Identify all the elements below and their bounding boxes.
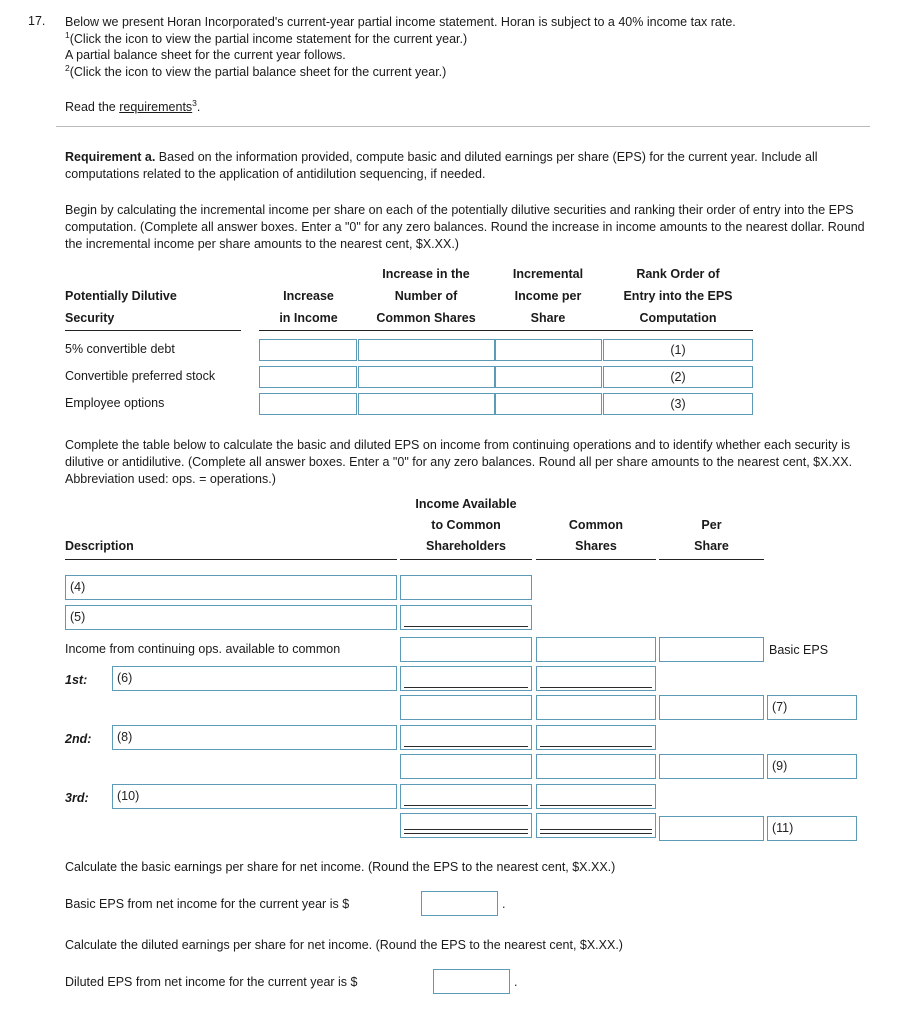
t1-input-increase-shares-1[interactable] xyxy=(358,366,495,388)
basic-eps-label: Basic EPS from net income for the current year is $ xyxy=(65,897,350,911)
t1-input-incremental-eps-0[interactable] xyxy=(495,339,602,361)
t1-header-col5-line3: Computation xyxy=(639,311,717,325)
table2-instructions: Complete the table below to calculate the basic and diluted EPS on income from continuing operations and to identify whether each security is dilutive or antidilutive. (Complete all answer boxes. Enter a "0" for any zero balances. Round all per share amounts to the nearest cent, $X.XX. Abbreviation used: ops. = operations.) xyxy=(65,438,853,486)
t1-header-col3-line2: Number of xyxy=(394,289,458,303)
requirements-link[interactable]: requirements xyxy=(119,100,193,114)
question-number: 17. xyxy=(28,14,46,28)
t2-tag-basic-eps: Basic EPS xyxy=(769,643,829,657)
footnote-marker-3: 3 xyxy=(192,97,197,108)
t2-input-description-0[interactable]: (4) xyxy=(65,575,397,600)
t1-input-incremental-eps-2[interactable] xyxy=(495,393,602,415)
t1-input-rank-1[interactable]: (2) xyxy=(603,366,753,388)
diluted-eps-period: . xyxy=(514,975,518,989)
t1-input-increase-shares-2[interactable] xyxy=(358,393,495,415)
t2-input-shares-6[interactable] xyxy=(536,754,656,779)
t2-total-rule-8a-top xyxy=(404,829,528,830)
t2-header-col4-line1: Per xyxy=(701,518,722,532)
header-divider xyxy=(56,126,870,127)
t2-rule-col2 xyxy=(400,559,532,560)
t2-input-pershare-2[interactable] xyxy=(659,637,764,662)
t2-header-col2-line2: to Common xyxy=(431,518,501,532)
t2-input-description-5[interactable]: (8) xyxy=(112,725,397,750)
requirement-a-body: Based on the information provided, compute basic and diluted earnings per share (EPS) for the current year. Include all computations related to the application of antidilution sequencing, if needed. xyxy=(65,150,818,181)
intro-line-3: A partial balance sheet for the current year follows. xyxy=(65,48,346,62)
t2-input-tag-6[interactable]: (9) xyxy=(767,754,857,779)
t1-row-label-0: 5% convertible debt xyxy=(65,342,175,356)
t2-order-label-5: 2nd: xyxy=(65,732,92,746)
t2-input-income-6[interactable] xyxy=(400,754,532,779)
t1-rule-col3 xyxy=(357,330,495,331)
basic-eps-input[interactable] xyxy=(421,891,498,916)
t2-header-col3-line2: Shares xyxy=(575,539,617,553)
t1-header-col2-line1: Increase xyxy=(283,289,334,303)
diluted-eps-input[interactable] xyxy=(433,969,510,994)
t2-total-rule-8b-top xyxy=(540,829,652,830)
t1-input-increase-shares-0[interactable] xyxy=(358,339,495,361)
intro-line-2 xyxy=(65,31,865,48)
t1-header-col4-line2: Income per xyxy=(514,289,582,303)
t1-input-increase-income-2[interactable] xyxy=(259,393,357,415)
t1-header-col1-line1: Potentially Dilutive xyxy=(65,289,177,303)
t2-total-rule-8a-bottom xyxy=(404,833,528,834)
t2-input-pershare-8[interactable] xyxy=(659,816,764,841)
t2-header-col3-line1: Common xyxy=(568,518,624,532)
t1-header-col3-line1: Increase in the xyxy=(382,267,470,281)
t2-header-col4-line2: Share xyxy=(694,539,729,553)
diluted-eps-prompt: Calculate the diluted earnings per share for net income. (Round the EPS to the nearest cent, $X.XX.) xyxy=(65,938,623,952)
intro-line-4 xyxy=(65,64,865,81)
t2-subtotal-rule-7b xyxy=(540,805,652,806)
t2-input-shares-4[interactable] xyxy=(536,695,656,720)
t1-header-col5-line2: Entry into the EPS xyxy=(623,289,733,303)
t1-row-label-1: Convertible preferred stock xyxy=(65,369,216,383)
diluted-eps-label: Diluted EPS from net income for the current year is $ xyxy=(65,975,358,989)
t1-rule-col5 xyxy=(602,330,753,331)
t1-header-col4-line1: Incremental xyxy=(512,267,584,281)
t1-header-col2-line2: in Income xyxy=(279,311,338,325)
t2-rule-description xyxy=(65,559,397,560)
t2-rule-col3 xyxy=(536,559,656,560)
t2-input-pershare-4[interactable] xyxy=(659,695,764,720)
requirement-a-label: Requirement a. xyxy=(65,150,156,164)
footnote-marker-2: 2 xyxy=(65,62,70,73)
t2-subtotal-rule-3a xyxy=(404,687,528,688)
t2-header-col2-line1: Income Available xyxy=(415,497,517,511)
t1-header-col1-line2: Security xyxy=(65,311,115,325)
t1-rule-col2 xyxy=(259,330,358,331)
t2-input-description-7[interactable]: (10) xyxy=(112,784,397,809)
t1-input-increase-income-0[interactable] xyxy=(259,339,357,361)
t2-input-description-3[interactable]: (6) xyxy=(112,666,397,691)
t2-row-text-2: Income from continuing ops. available to common xyxy=(65,642,341,656)
t2-input-pershare-6[interactable] xyxy=(659,754,764,779)
intro-line-1: Below we present Horan Incorporated's current-year partial income statement. Horan is subject to a 40% income tax rate. xyxy=(65,15,736,29)
t1-input-incremental-eps-1[interactable] xyxy=(495,366,602,388)
requirement-a-text xyxy=(65,149,860,183)
t2-input-income-0[interactable] xyxy=(400,575,532,600)
t1-rule-col1 xyxy=(65,330,241,331)
read-requirements-line xyxy=(65,97,201,114)
t2-order-label-3: 1st: xyxy=(65,673,88,687)
intro-line-2-text[interactable]: (Click the icon to view the partial income statement for the current year.) xyxy=(69,31,468,46)
t2-rule-col4 xyxy=(659,559,764,560)
t2-subtotal-rule-5a xyxy=(404,746,528,747)
t1-header-col4-line3: Share xyxy=(530,311,566,325)
t1-input-increase-income-1[interactable] xyxy=(259,366,357,388)
t2-input-tag-8[interactable]: (11) xyxy=(767,816,857,841)
read-prefix: Read the xyxy=(65,100,120,114)
t2-subtotal-rule-7a xyxy=(404,805,528,806)
t1-input-rank-2[interactable]: (3) xyxy=(603,393,753,415)
t2-input-shares-2[interactable] xyxy=(536,637,656,662)
intro-line-4-text[interactable]: (Click the icon to view the partial balance sheet for the current year.) xyxy=(69,64,447,79)
t2-subtotal-rule-5b xyxy=(540,746,652,747)
t2-header-description: Description xyxy=(65,539,134,553)
t1-rule-col4 xyxy=(494,330,602,331)
t1-header-col3-line3: Common Shares xyxy=(376,311,476,325)
table1-instructions: Begin by calculating the incremental income per share on each of the potentially dilutive securities and ranking their order of entry into the EPS computation. (Complete all answer boxes. Enter a "0" for any zero balances. Round the increase in income amounts to the nearest dollar. Round the incremental income per share amounts to the nearest cent, $X.XX.) xyxy=(65,203,865,251)
t2-input-income-4[interactable] xyxy=(400,695,532,720)
question-intro xyxy=(65,14,865,80)
read-suffix: . xyxy=(196,100,201,114)
footnote-marker-1: 1 xyxy=(65,29,70,40)
t2-header-col2-line3: Shareholders xyxy=(426,539,506,553)
basic-eps-prompt: Calculate the basic earnings per share for net income. (Round the EPS to the nearest cent, $X.XX.) xyxy=(65,860,616,874)
t2-subtotal-rule-1 xyxy=(404,626,528,627)
basic-eps-period: . xyxy=(502,897,506,911)
t1-header-col5-line1: Rank Order of xyxy=(636,267,720,281)
t2-order-label-7: 3rd: xyxy=(65,791,89,805)
t1-input-rank-0[interactable]: (1) xyxy=(603,339,753,361)
t2-subtotal-rule-3b xyxy=(540,687,652,688)
t2-input-tag-4[interactable]: (7) xyxy=(767,695,857,720)
t2-input-description-1[interactable]: (5) xyxy=(65,605,397,630)
t2-total-rule-8b-bottom xyxy=(540,833,652,834)
t2-input-income-2[interactable] xyxy=(400,637,532,662)
t1-row-label-2: Employee options xyxy=(65,396,165,410)
